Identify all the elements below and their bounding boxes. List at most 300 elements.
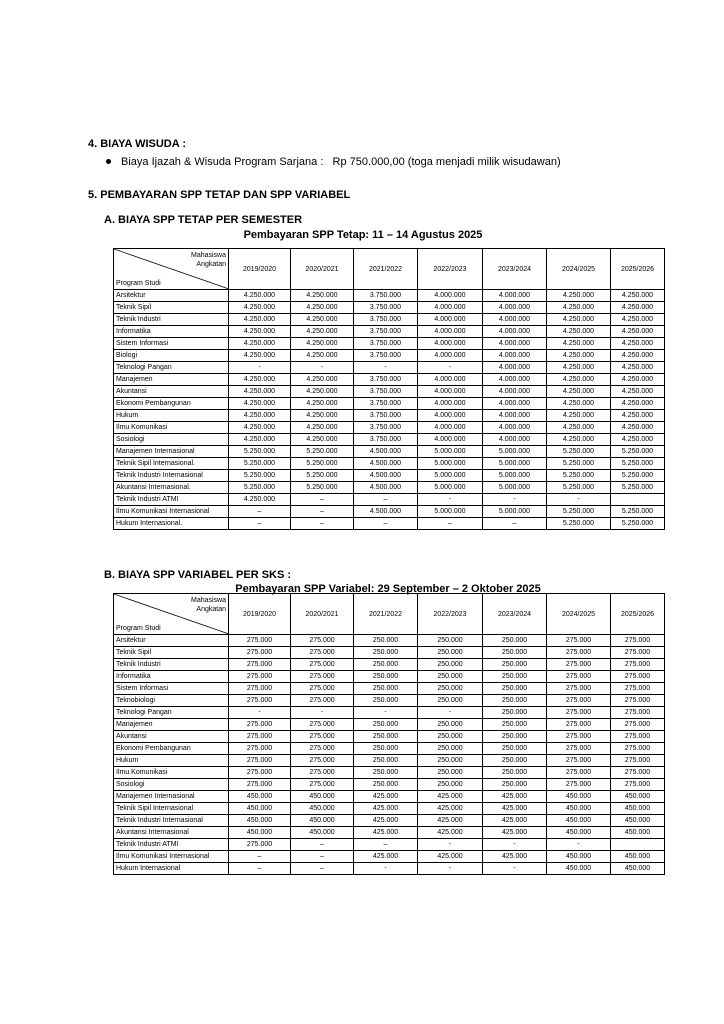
fee-cell: 250.000 <box>418 719 483 731</box>
fee-cell: – <box>354 494 418 506</box>
table-row <box>114 647 665 659</box>
fee-cell: 5.250.000 <box>547 482 611 494</box>
fee-cell: 450.000 <box>547 791 611 803</box>
fee-cell: 5.250.000 <box>611 506 665 518</box>
fee-cell: 425.000 <box>418 791 483 803</box>
table-b-body <box>114 635 665 875</box>
fee-cell: 250.000 <box>483 755 547 767</box>
fee-cell: – <box>291 506 354 518</box>
fee-cell: 250.000 <box>354 779 418 791</box>
fee-cell: 4.250.000 <box>547 314 611 326</box>
fee-cell: 4.250.000 <box>611 362 665 374</box>
fee-cell: 250.000 <box>418 647 483 659</box>
fee-cell: – <box>291 839 354 851</box>
fee-cell: - <box>547 494 611 506</box>
fee-cell: 4.250.000 <box>229 290 291 302</box>
fee-cell: 275.000 <box>611 635 665 647</box>
fee-cell: 4.250.000 <box>229 374 291 386</box>
program-studi-cell: Teknik Sipil <box>114 647 229 659</box>
program-studi-cell: Akuntansi <box>114 386 229 398</box>
table-row <box>114 494 665 506</box>
table-row <box>114 410 665 422</box>
fee-cell: - <box>418 494 483 506</box>
year-header: 2024/2025 <box>547 594 611 635</box>
fee-cell: 275.000 <box>611 731 665 743</box>
table-row <box>114 482 665 494</box>
fee-cell: 275.000 <box>229 731 291 743</box>
fee-cell: 4.000.000 <box>483 410 547 422</box>
fee-cell: 4.250.000 <box>611 374 665 386</box>
table-row <box>114 446 665 458</box>
fee-cell: 275.000 <box>611 779 665 791</box>
fee-cell: 250.000 <box>483 731 547 743</box>
table-row <box>114 731 665 743</box>
fee-cell: 275.000 <box>291 755 354 767</box>
fee-cell: 4.250.000 <box>547 338 611 350</box>
fee-cell: 3.750.000 <box>354 350 418 362</box>
table-row <box>114 767 665 779</box>
fee-cell: 3.750.000 <box>354 434 418 446</box>
fee-cell: 450.000 <box>291 803 354 815</box>
fee-cell: 250.000 <box>354 635 418 647</box>
graduation-fee-value: Rp 750.000,00 (toga menjadi milik wisudawan) <box>332 156 561 168</box>
fee-cell: 275.000 <box>229 755 291 767</box>
fee-cell: 5.000.000 <box>418 446 483 458</box>
program-studi-cell: Teknik Sipil Internasional. <box>114 458 229 470</box>
table-a-title: A. BIAYA SPP TETAP PER SEMESTER <box>104 214 303 226</box>
fee-cell: 3.750.000 <box>354 314 418 326</box>
fee-cell: 275.000 <box>229 779 291 791</box>
fee-cell: 5.250.000 <box>291 458 354 470</box>
fee-cell: 4.250.000 <box>229 494 291 506</box>
table-row <box>114 839 665 851</box>
header-angkatan: Angkatan <box>196 606 226 613</box>
fee-cell: 250.000 <box>483 695 547 707</box>
fee-cell: - <box>354 863 418 875</box>
fee-cell: 425.000 <box>483 791 547 803</box>
year-header: 2025/2026 <box>611 594 665 635</box>
fee-cell: – <box>229 518 291 530</box>
fee-cell: 4.250.000 <box>547 362 611 374</box>
fee-cell: 275.000 <box>547 683 611 695</box>
fee-cell: 450.000 <box>291 815 354 827</box>
fee-cell: 450.000 <box>547 863 611 875</box>
fee-cell: 275.000 <box>611 671 665 683</box>
fee-cell: 4.000.000 <box>418 290 483 302</box>
fee-cell: - <box>418 863 483 875</box>
fee-cell: 5.250.000 <box>611 518 665 530</box>
header-mahasiswa: Mahasiswa <box>190 252 226 259</box>
fee-cell: 275.000 <box>229 647 291 659</box>
fee-cell: – <box>418 518 483 530</box>
table-row <box>114 302 665 314</box>
fee-cell: 250.000 <box>483 743 547 755</box>
fee-cell: 250.000 <box>418 683 483 695</box>
fee-cell: 250.000 <box>418 695 483 707</box>
fee-cell: 3.750.000 <box>354 302 418 314</box>
year-header: 2019/2020 <box>229 249 291 290</box>
fee-cell: 4.250.000 <box>229 338 291 350</box>
fee-cell: 450.000 <box>547 827 611 839</box>
fee-cell: 4.250.000 <box>291 326 354 338</box>
fee-cell: 3.750.000 <box>354 398 418 410</box>
fee-cell: 450.000 <box>611 815 665 827</box>
program-studi-cell: Manajemen <box>114 374 229 386</box>
fee-cell: 450.000 <box>291 827 354 839</box>
table-row <box>114 755 665 767</box>
fee-cell: 275.000 <box>229 767 291 779</box>
fee-cell: 4.250.000 <box>229 398 291 410</box>
fee-cell: 4.250.000 <box>291 398 354 410</box>
fee-cell: 4.250.000 <box>291 374 354 386</box>
fee-cell: 4.250.000 <box>291 314 354 326</box>
fee-cell: 4.250.000 <box>291 350 354 362</box>
table-row <box>114 743 665 755</box>
program-studi-cell: Akuntansi Internasional <box>114 827 229 839</box>
fee-cell: 250.000 <box>483 659 547 671</box>
header-angkatan: Angkatan <box>196 261 226 268</box>
table-spp-tetap <box>113 248 665 530</box>
year-header: 2021/2022 <box>354 594 418 635</box>
fee-cell: 275.000 <box>291 671 354 683</box>
fee-cell: 4.000.000 <box>418 374 483 386</box>
fee-cell: 4.000.000 <box>483 374 547 386</box>
fee-cell: 250.000 <box>418 731 483 743</box>
table-row <box>114 326 665 338</box>
table-spp-variabel <box>113 593 665 875</box>
fee-cell: 275.000 <box>611 695 665 707</box>
fee-cell: 5.250.000 <box>547 458 611 470</box>
table-row <box>114 683 665 695</box>
fee-cell: - <box>354 362 418 374</box>
fee-cell: 275.000 <box>229 659 291 671</box>
fee-cell: – <box>483 518 547 530</box>
fee-cell: 275.000 <box>229 695 291 707</box>
fee-cell: 275.000 <box>611 647 665 659</box>
program-studi-cell: Teknik Industri <box>114 314 229 326</box>
fee-cell: 5.250.000 <box>611 470 665 482</box>
fee-cell: 4.250.000 <box>611 338 665 350</box>
fee-cell: 4.000.000 <box>483 386 547 398</box>
fee-cell: 275.000 <box>611 767 665 779</box>
table-row <box>114 635 665 647</box>
fee-cell: 4.250.000 <box>291 434 354 446</box>
section-5-title: 5. PEMBAYARAN SPP TETAP DAN SPP VARIABEL <box>88 189 351 201</box>
fee-cell: 250.000 <box>418 671 483 683</box>
fee-cell: 425.000 <box>483 803 547 815</box>
graduation-fee-line <box>106 156 561 168</box>
fee-cell: 275.000 <box>291 683 354 695</box>
fee-cell: 5.000.000 <box>418 458 483 470</box>
fee-cell: 3.750.000 <box>354 410 418 422</box>
table-row <box>114 791 665 803</box>
fee-cell: 4.250.000 <box>611 434 665 446</box>
fee-cell: 4.000.000 <box>418 314 483 326</box>
program-studi-cell: Ekonomi Pembangunan <box>114 743 229 755</box>
fee-cell: 4.000.000 <box>483 362 547 374</box>
fee-cell: 250.000 <box>354 671 418 683</box>
fee-cell: 250.000 <box>354 659 418 671</box>
fee-cell: 275.000 <box>611 659 665 671</box>
fee-cell: 275.000 <box>291 695 354 707</box>
program-studi-cell: Teknik Industri ATMI <box>114 494 229 506</box>
fee-cell: 4.250.000 <box>291 410 354 422</box>
fee-cell: - <box>354 707 418 719</box>
fee-cell: 4.250.000 <box>229 410 291 422</box>
table-row <box>114 458 665 470</box>
fee-cell: - <box>229 362 291 374</box>
fee-cell: 5.000.000 <box>483 458 547 470</box>
fee-cell: 5.000.000 <box>418 482 483 494</box>
fee-cell: 4.250.000 <box>229 302 291 314</box>
program-studi-cell: Informatika <box>114 671 229 683</box>
fee-cell: 4.250.000 <box>611 290 665 302</box>
fee-cell: - <box>229 707 291 719</box>
fee-cell: 5.250.000 <box>229 470 291 482</box>
program-studi-cell: Manajemen Internasional <box>114 791 229 803</box>
year-header: 2020/2021 <box>291 594 354 635</box>
fee-cell: 4.250.000 <box>611 350 665 362</box>
fee-cell: 4.000.000 <box>418 302 483 314</box>
fee-cell: – <box>229 851 291 863</box>
fee-cell: 4.000.000 <box>418 434 483 446</box>
fee-cell: 3.750.000 <box>354 338 418 350</box>
program-studi-cell: Teknik Industri Internasional <box>114 470 229 482</box>
fee-cell: 275.000 <box>547 635 611 647</box>
table-row <box>114 779 665 791</box>
fee-cell: 275.000 <box>229 743 291 755</box>
fee-cell: 250.000 <box>354 755 418 767</box>
fee-cell: 275.000 <box>547 647 611 659</box>
fee-cell: 4.250.000 <box>611 410 665 422</box>
fee-cell: 5.250.000 <box>547 470 611 482</box>
fee-cell: – <box>291 851 354 863</box>
bullet-icon <box>106 159 111 164</box>
fee-cell: 4.250.000 <box>229 422 291 434</box>
fee-cell: 3.750.000 <box>354 386 418 398</box>
table-row <box>114 350 665 362</box>
fee-cell: 250.000 <box>354 695 418 707</box>
table-row <box>114 338 665 350</box>
fee-cell: 5.250.000 <box>291 482 354 494</box>
fee-cell: 4.250.000 <box>611 326 665 338</box>
fee-cell: 425.000 <box>354 851 418 863</box>
fee-cell: 4.250.000 <box>611 314 665 326</box>
fee-cell: 425.000 <box>354 803 418 815</box>
program-studi-cell: Teknik Sipil Internasional <box>114 803 229 815</box>
fee-cell: 250.000 <box>354 683 418 695</box>
fee-cell: - <box>418 839 483 851</box>
program-studi-cell: Ekonomi Pembangunan <box>114 398 229 410</box>
table-row <box>114 671 665 683</box>
fee-cell: 275.000 <box>229 683 291 695</box>
fee-cell: – <box>291 494 354 506</box>
program-studi-cell: Teknik Sipil <box>114 302 229 314</box>
fee-cell: 4.000.000 <box>483 302 547 314</box>
fee-cell: – <box>291 518 354 530</box>
fee-cell: 4.000.000 <box>483 314 547 326</box>
fee-cell: 275.000 <box>547 659 611 671</box>
table-row <box>114 506 665 518</box>
table-row <box>114 386 665 398</box>
fee-cell: 5.250.000 <box>229 458 291 470</box>
fee-cell: 250.000 <box>418 779 483 791</box>
fee-cell: 450.000 <box>611 803 665 815</box>
fee-cell: 450.000 <box>229 803 291 815</box>
fee-cell: 3.750.000 <box>354 326 418 338</box>
fee-cell: 275.000 <box>291 743 354 755</box>
fee-cell: 5.250.000 <box>611 482 665 494</box>
fee-cell: 4.500.000 <box>354 458 418 470</box>
fee-cell: 250.000 <box>354 743 418 755</box>
fee-cell: 250.000 <box>483 683 547 695</box>
fee-cell: 250.000 <box>483 707 547 719</box>
table-row <box>114 374 665 386</box>
program-studi-cell: Ilmu Komunikasi Internasional <box>114 851 229 863</box>
fee-cell: 275.000 <box>291 767 354 779</box>
fee-cell: 275.000 <box>229 635 291 647</box>
fee-cell: 275.000 <box>291 719 354 731</box>
table-b-caption: Pembayaran SPP Variabel: 29 September – 2 Oktober 2025 <box>235 583 541 595</box>
header-program-studi: Program Studi <box>116 625 161 632</box>
fee-cell: 4.250.000 <box>547 302 611 314</box>
fee-cell: 250.000 <box>418 743 483 755</box>
fee-cell: 275.000 <box>547 695 611 707</box>
fee-cell: 250.000 <box>418 635 483 647</box>
graduation-fee-label: Biaya Ijazah & Wisuda Program Sarjana : <box>121 156 324 168</box>
fee-cell: 4.250.000 <box>547 350 611 362</box>
fee-cell: 3.750.000 <box>354 290 418 302</box>
fee-cell: 425.000 <box>418 851 483 863</box>
program-studi-cell: Akuntansi Internasional. <box>114 482 229 494</box>
fee-cell: 4.000.000 <box>483 326 547 338</box>
fee-cell: 275.000 <box>547 731 611 743</box>
program-studi-cell: Ilmu Komunikasi <box>114 422 229 434</box>
fee-cell: 450.000 <box>547 815 611 827</box>
fee-cell: 275.000 <box>229 719 291 731</box>
fee-cell: 4.250.000 <box>547 434 611 446</box>
fee-cell: 425.000 <box>354 827 418 839</box>
table-a-caption: Pembayaran SPP Tetap: 11 – 14 Agustus 2025 <box>243 229 483 241</box>
fee-cell: 5.000.000 <box>418 506 483 518</box>
fee-cell: 425.000 <box>354 791 418 803</box>
fee-cell: 275.000 <box>547 707 611 719</box>
year-header: 2019/2020 <box>229 594 291 635</box>
table-row <box>114 290 665 302</box>
fee-cell: 275.000 <box>291 659 354 671</box>
fee-cell: 425.000 <box>418 827 483 839</box>
header-diagonal-cell <box>114 249 229 290</box>
fee-cell: 4.000.000 <box>483 350 547 362</box>
fee-cell: 250.000 <box>418 755 483 767</box>
fee-cell: - <box>483 863 547 875</box>
fee-cell <box>611 839 665 851</box>
fee-cell: 5.250.000 <box>229 446 291 458</box>
fee-cell: 450.000 <box>611 863 665 875</box>
fee-cell: 450.000 <box>229 827 291 839</box>
fee-cell: 4.250.000 <box>291 422 354 434</box>
fee-cell: 5.250.000 <box>229 482 291 494</box>
fee-cell: 4.250.000 <box>547 290 611 302</box>
fee-cell: 5.250.000 <box>547 446 611 458</box>
fee-cell: 250.000 <box>354 647 418 659</box>
fee-cell: 4.250.000 <box>611 398 665 410</box>
fee-cell: – <box>291 863 354 875</box>
fee-cell: 4.250.000 <box>547 398 611 410</box>
fee-cell: 450.000 <box>611 851 665 863</box>
fee-cell: 4.250.000 <box>611 422 665 434</box>
fee-cell: 275.000 <box>611 755 665 767</box>
fee-cell: 450.000 <box>547 803 611 815</box>
table-row <box>114 518 665 530</box>
header-diagonal-cell <box>114 594 229 635</box>
fee-cell: - <box>291 362 354 374</box>
fee-cell: 275.000 <box>611 707 665 719</box>
fee-cell: 4.500.000 <box>354 470 418 482</box>
fee-cell: 425.000 <box>483 827 547 839</box>
program-studi-cell: Manajemen Internasional <box>114 446 229 458</box>
fee-cell: 275.000 <box>611 743 665 755</box>
header-program-studi: Program Studi <box>116 280 161 287</box>
table-b-title: B. BIAYA SPP VARIABEL PER SKS : <box>104 569 292 581</box>
program-studi-cell: Sistem Informasi <box>114 683 229 695</box>
fee-cell: 250.000 <box>483 779 547 791</box>
fee-cell: 450.000 <box>547 851 611 863</box>
table-row <box>114 803 665 815</box>
fee-cell: 4.000.000 <box>483 338 547 350</box>
program-studi-cell: Sosiologi <box>114 779 229 791</box>
fee-cell: 4.000.000 <box>418 326 483 338</box>
fee-cell: 4.250.000 <box>547 410 611 422</box>
fee-cell: - <box>483 494 547 506</box>
fee-cell: 250.000 <box>354 719 418 731</box>
fee-cell: – <box>229 863 291 875</box>
fee-cell: – <box>229 506 291 518</box>
fee-cell: 4.500.000 <box>354 446 418 458</box>
fee-cell: 4.250.000 <box>229 326 291 338</box>
fee-cell: 250.000 <box>483 671 547 683</box>
fee-cell: 4.000.000 <box>418 338 483 350</box>
fee-cell: 4.000.000 <box>483 398 547 410</box>
fee-cell: 4.000.000 <box>483 422 547 434</box>
fee-cell: 5.250.000 <box>291 446 354 458</box>
fee-cell: 4.250.000 <box>291 302 354 314</box>
fee-cell: - <box>418 362 483 374</box>
fee-cell: - <box>483 839 547 851</box>
fee-cell: 425.000 <box>354 815 418 827</box>
fee-cell: 250.000 <box>483 647 547 659</box>
fee-cell: 4.000.000 <box>483 290 547 302</box>
fee-cell: 275.000 <box>611 683 665 695</box>
year-header: 2021/2022 <box>354 249 418 290</box>
fee-cell: 5.250.000 <box>291 470 354 482</box>
fee-cell: 4.000.000 <box>418 350 483 362</box>
program-studi-cell: Hukum <box>114 410 229 422</box>
fee-cell: 425.000 <box>483 851 547 863</box>
fee-cell: 4.250.000 <box>611 302 665 314</box>
fee-cell: 250.000 <box>483 719 547 731</box>
fee-cell: 4.250.000 <box>611 386 665 398</box>
program-studi-cell: Teknik Industri Internasional <box>114 815 229 827</box>
fee-cell: 5.250.000 <box>611 458 665 470</box>
fee-cell: 450.000 <box>229 815 291 827</box>
fee-cell: 425.000 <box>418 803 483 815</box>
year-header: 2023/2024 <box>483 594 547 635</box>
fee-cell: 4.250.000 <box>229 386 291 398</box>
fee-cell: – <box>354 518 418 530</box>
fee-cell: 4.500.000 <box>354 506 418 518</box>
program-studi-cell: Teknologi Pangan <box>114 362 229 374</box>
